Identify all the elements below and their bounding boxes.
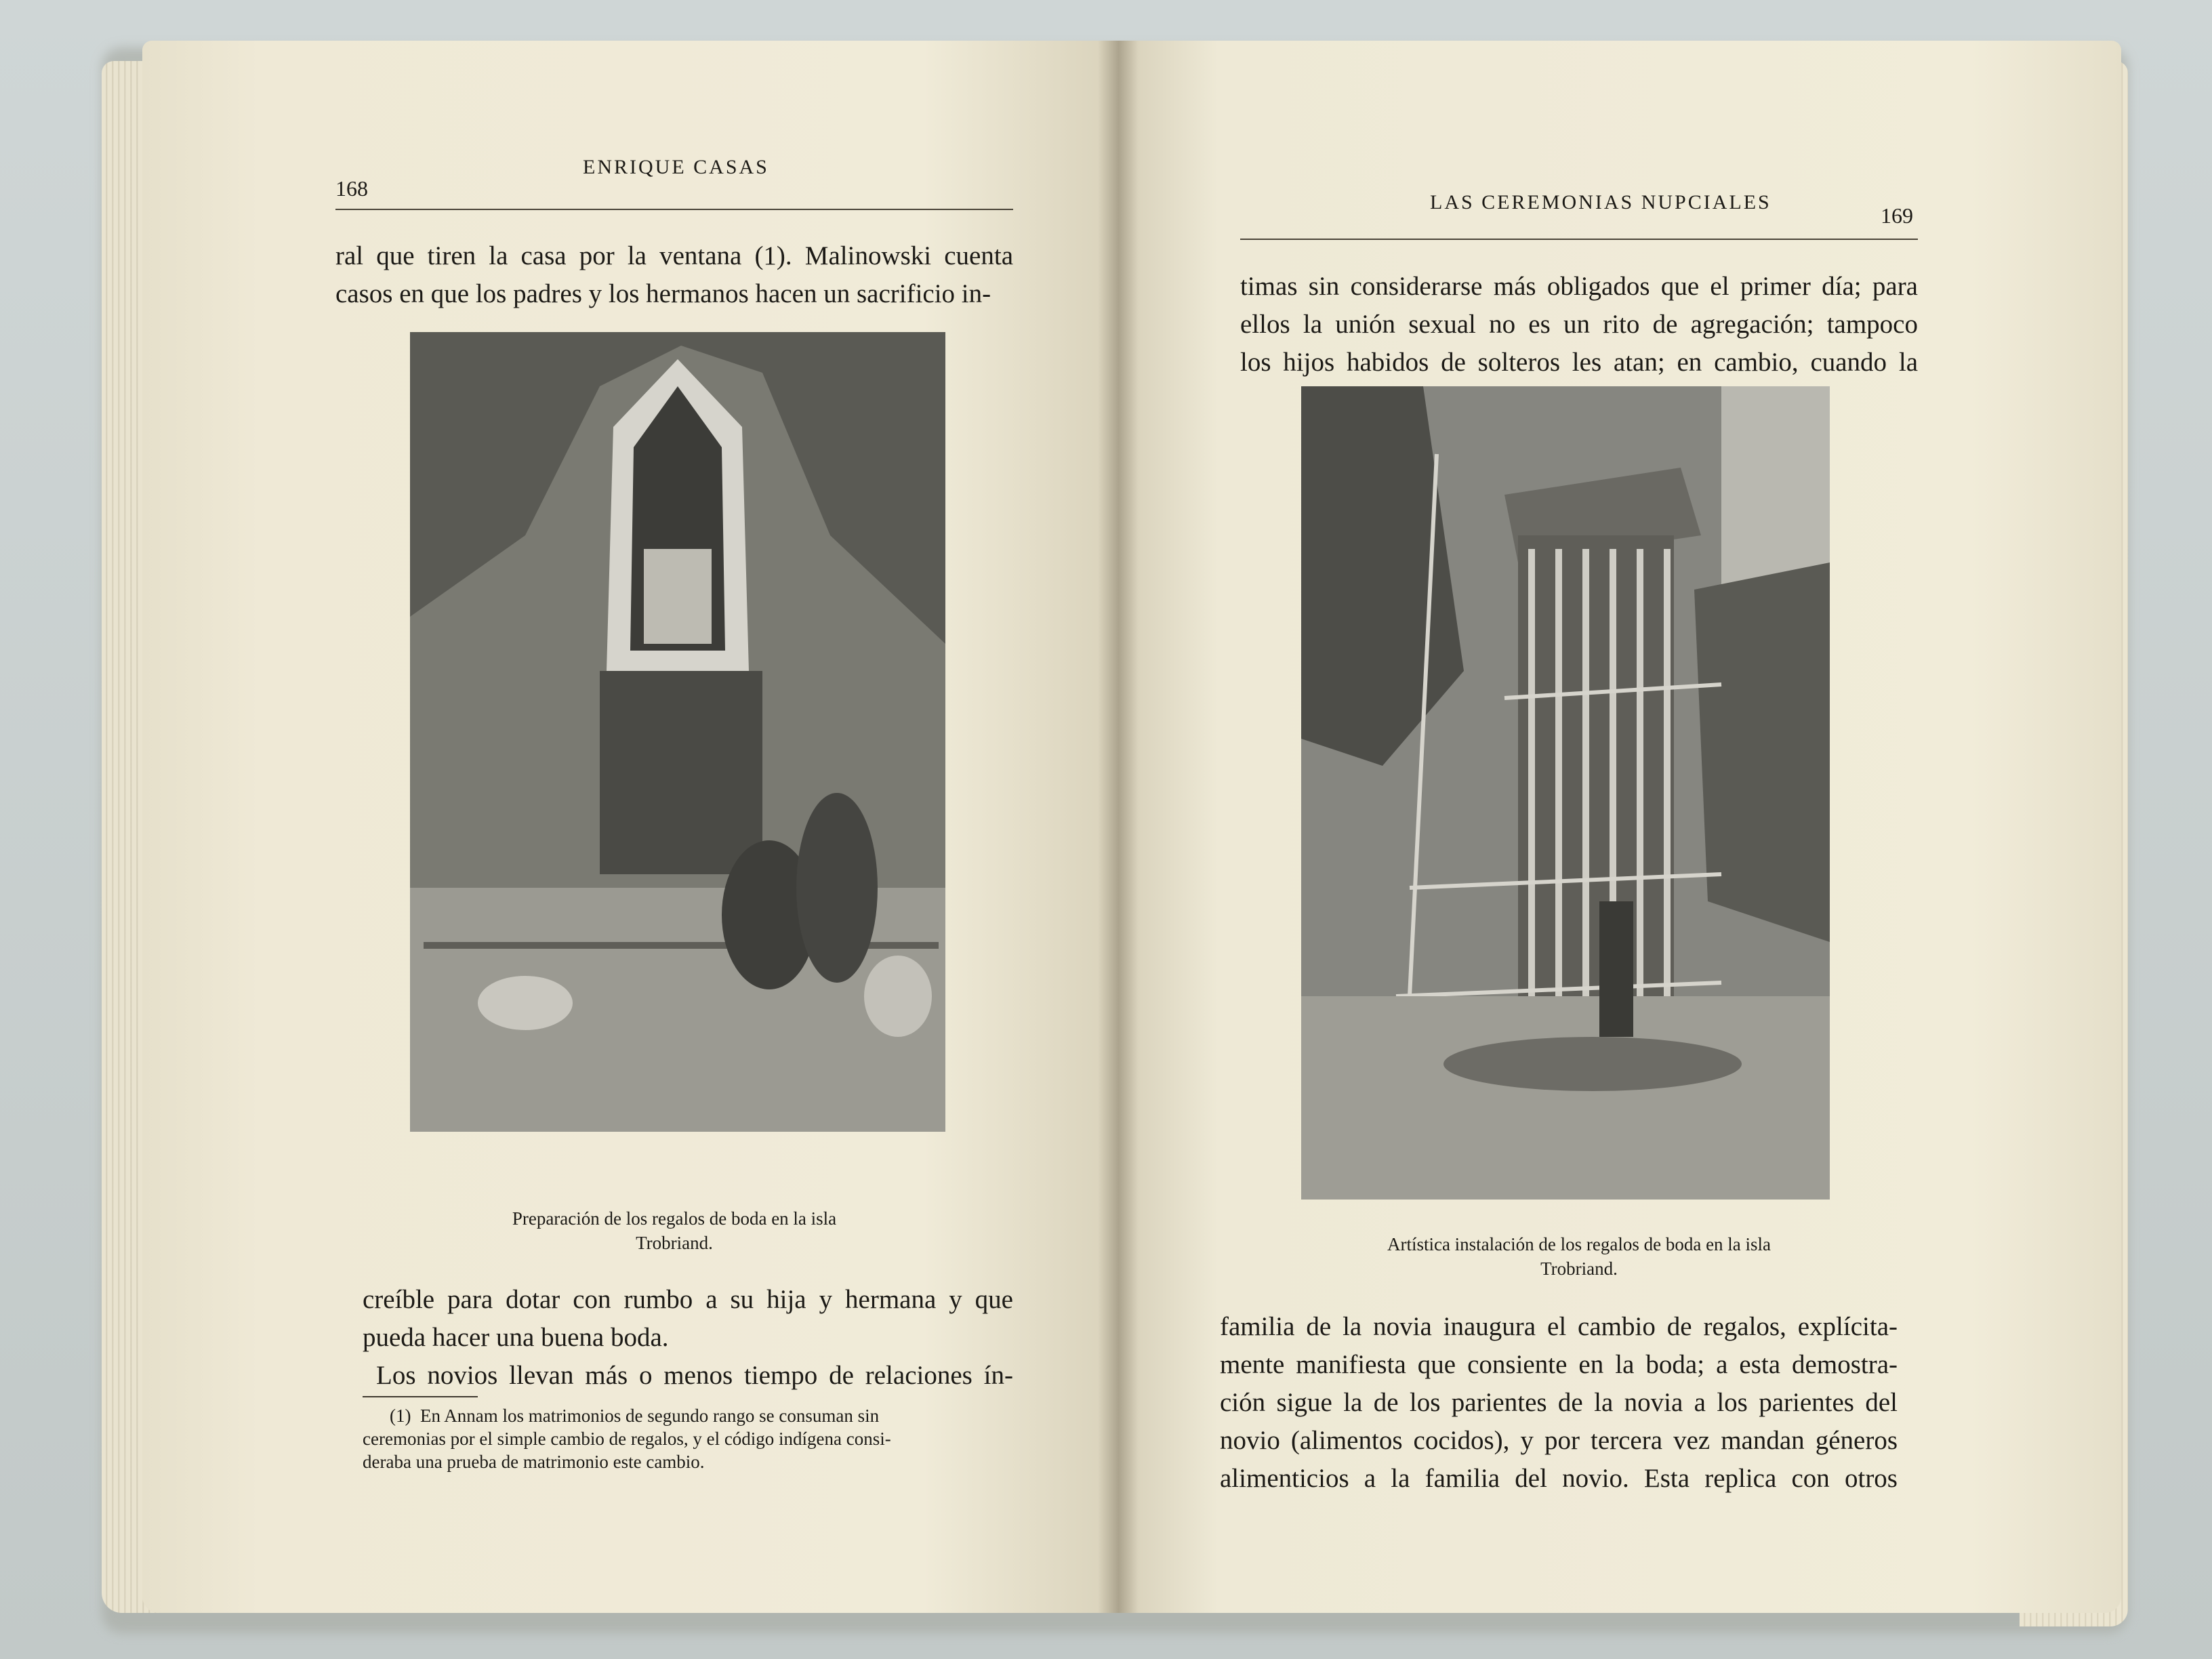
caption-line: Artística instalación de los regalos de boda en la isla [1387,1234,1771,1254]
left-top-paragraph [335,237,1013,313]
text-line: ellos la unión sexual no es un rito de agregación; tampoco [1240,310,1918,339]
text-line: casos en que los padres y los hermanos hacen un sacrificio in- [335,279,991,308]
running-head-right: LAS CEREMONIAS NUPCIALES [1430,191,1771,213]
footnote-line: (1) En Annam los matrimonios de segundo rango se consuman sin [390,1406,880,1426]
right-bottom-paragraph [1220,1308,1898,1498]
text-line: los hijos habidos de solteros les atan; en cambio, cuando la [1240,348,1918,377]
caption-left [335,1206,1013,1255]
footnote-marker: (1) [390,1406,411,1426]
right-page [1118,41,2121,1613]
page-number-right: 169 [1881,203,1913,228]
text-line: Los novios llevan más o menos tiempo de relaciones ín- [376,1361,1013,1390]
left-page [142,41,1118,1613]
text-line: timas sin considerarse más obligados que el primer día; para [1240,272,1918,301]
header-rule-left [335,209,1013,210]
text-line: familia de la novia inaugura el cambio de regalos, explícita- [1220,1312,1898,1341]
footnote-rule [363,1396,478,1397]
photo-trobriand-gift-tower [1301,386,1830,1200]
footnote-line: deraba una prueba de matrimonio este cambio. [363,1452,705,1472]
text-line: mente manifiesta que consiente en la boda; a esta demostra- [1220,1350,1898,1379]
book-gutter [1098,41,1139,1613]
text-line: ral que tiren la casa por la ventana (1). Malinowski cuenta [335,241,1013,270]
caption-line: Trobriand. [1540,1258,1618,1279]
left-bottom-paragraph [363,1281,1013,1395]
running-head-left: ENRIQUE CASAS [583,156,769,178]
photo-trobriand-gift-preparation [410,332,945,1132]
caption-line: Preparación de los regalos de boda en la isla [512,1208,837,1229]
header-rule-right [1240,239,1918,240]
text-line: novio (alimentos cocidos), y por tercera vez mandan géneros [1220,1426,1898,1455]
right-top-paragraph [1240,268,1918,382]
text-line: pueda hacer una buena boda. [363,1323,669,1352]
text-line: alimenticios a la familia del novio. Esta replica con otros [1220,1464,1898,1493]
footnote-line: ceremonias por el simple cambio de regalos, y el código indígena consi- [363,1429,891,1449]
footnote [363,1404,1013,1473]
caption-right [1240,1232,1918,1281]
text-line: ción sigue la de los parientes de la novia a los parientes del [1220,1388,1898,1417]
caption-line: Trobriand. [636,1233,713,1253]
page-number-left: 168 [335,176,368,201]
text-line: creíble para dotar con rumbo a su hija y hermana y que [363,1285,1013,1314]
